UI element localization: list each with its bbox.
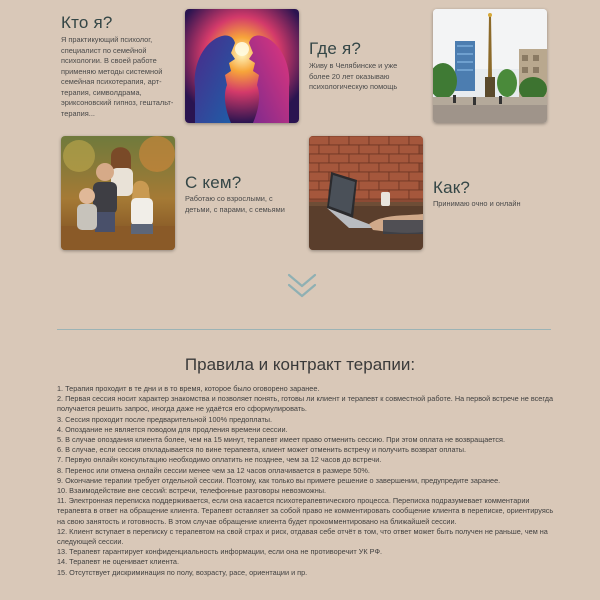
rule-item: 2. Первая сессия носит характер знакомства и позволяет понять, готовы ли клиент и терапевт к совместной работе. На первой встрече не всегда получается решить запрос, иногда даже не удаётся его сформулировать. (57, 394, 554, 414)
rule-item: 9. Окончание терапии требует отдельной сессии. Поэтому, как только вы примете решение о завершении, предупредите заранее. (57, 475, 501, 485)
rule-item: 7. Первую онлайн консультацию необходимо оплатить не позднее, чем за 12 часов до встречи. (57, 455, 382, 465)
card-text-where: Живу в Челябинске и уже более 20 лет оказываю психологическую помощь (309, 61, 398, 91)
card-title-who: Кто я? (61, 13, 113, 32)
image-head-silhouettes (185, 9, 299, 123)
section-divider (57, 329, 551, 330)
card-title-how: Как? (433, 178, 471, 197)
card-title-with-whom: С кем? (185, 173, 242, 192)
card-text-with-whom: Работаю со взрослыми, с детьми, с парами, с семьями (185, 194, 285, 214)
image-family-photo (61, 136, 175, 250)
card-text-who: Я практикующий психолог, специалист по семейной психологии. В своей работе применяю методы системной семейная психотерапия, арт-терапия, символдрама, эриксоновский гипноз, гештальт-терапия... (61, 35, 174, 118)
rule-item: 3. Сессия проходит после предварительной 100% предоплаты. (57, 414, 273, 424)
rule-item: 12. Клиент вступает в переписку с терапевтом на свой страх и риск, отдавая себе отчёт в том, что ответ может быть получен не раньше, чем на следующей сессии. (57, 526, 548, 547)
rule-item: 6. В случае, если сессия откладывается по вине терапевта, клиент может отменить встречу и получить возврат оплаты. (57, 445, 467, 455)
double-chevron-down-icon[interactable] (287, 272, 317, 300)
rules-list (57, 384, 557, 578)
rule-item: 11. Электронная переписка поддерживается, если она касается психотерапевтического процесса. Переписка подразумевает комментарии терапевта в ответ на обращение клиента. Терапевт оставляет за собой право не комментировать сообщение клиента в переписке, ориентируясь на свою занятость и готовность. В этом случае обращение клиента будет прокомментировано на ближайшей сессии. (57, 496, 554, 526)
rule-item: 4. Опоздание не является поводом для продления времени сессии. (57, 424, 288, 434)
rule-item: 1. Терапия проходит в те дни и в то время, которое было оговорено заранее. (57, 384, 320, 393)
rule-item: 15. Отсутствует дискриминация по полу, возрасту, расе, ориентации и пр. (57, 567, 308, 577)
card-text-how: Принимаю очно и онлайн (433, 199, 521, 208)
rule-item: 10. Взаимодействие вне сессий: встречи, телефонные разговоры невозможны. (57, 486, 326, 496)
rule-item: 5. В случае опоздания клиента более, чем на 15 минут, терапевт имеет право отменить сессию. При этом оплата не возвращается. (57, 435, 505, 445)
image-laptop-desk (309, 136, 423, 250)
rule-item: 14. Терапевт не оценивает клиента. (57, 557, 180, 567)
card-title-where: Где я? (309, 39, 362, 58)
image-chelyabinsk-city (433, 9, 547, 123)
rules-title: Правила и контракт терапии: (184, 355, 416, 374)
rule-item: 13. Терапевт гарантирует конфиденциальность информации, если она не противоречит УК РФ. (57, 547, 383, 557)
rule-item: 8. Перенос или отмена онлайн сессии менее чем за 12 часов оплачивается в размере 50%. (57, 465, 370, 475)
